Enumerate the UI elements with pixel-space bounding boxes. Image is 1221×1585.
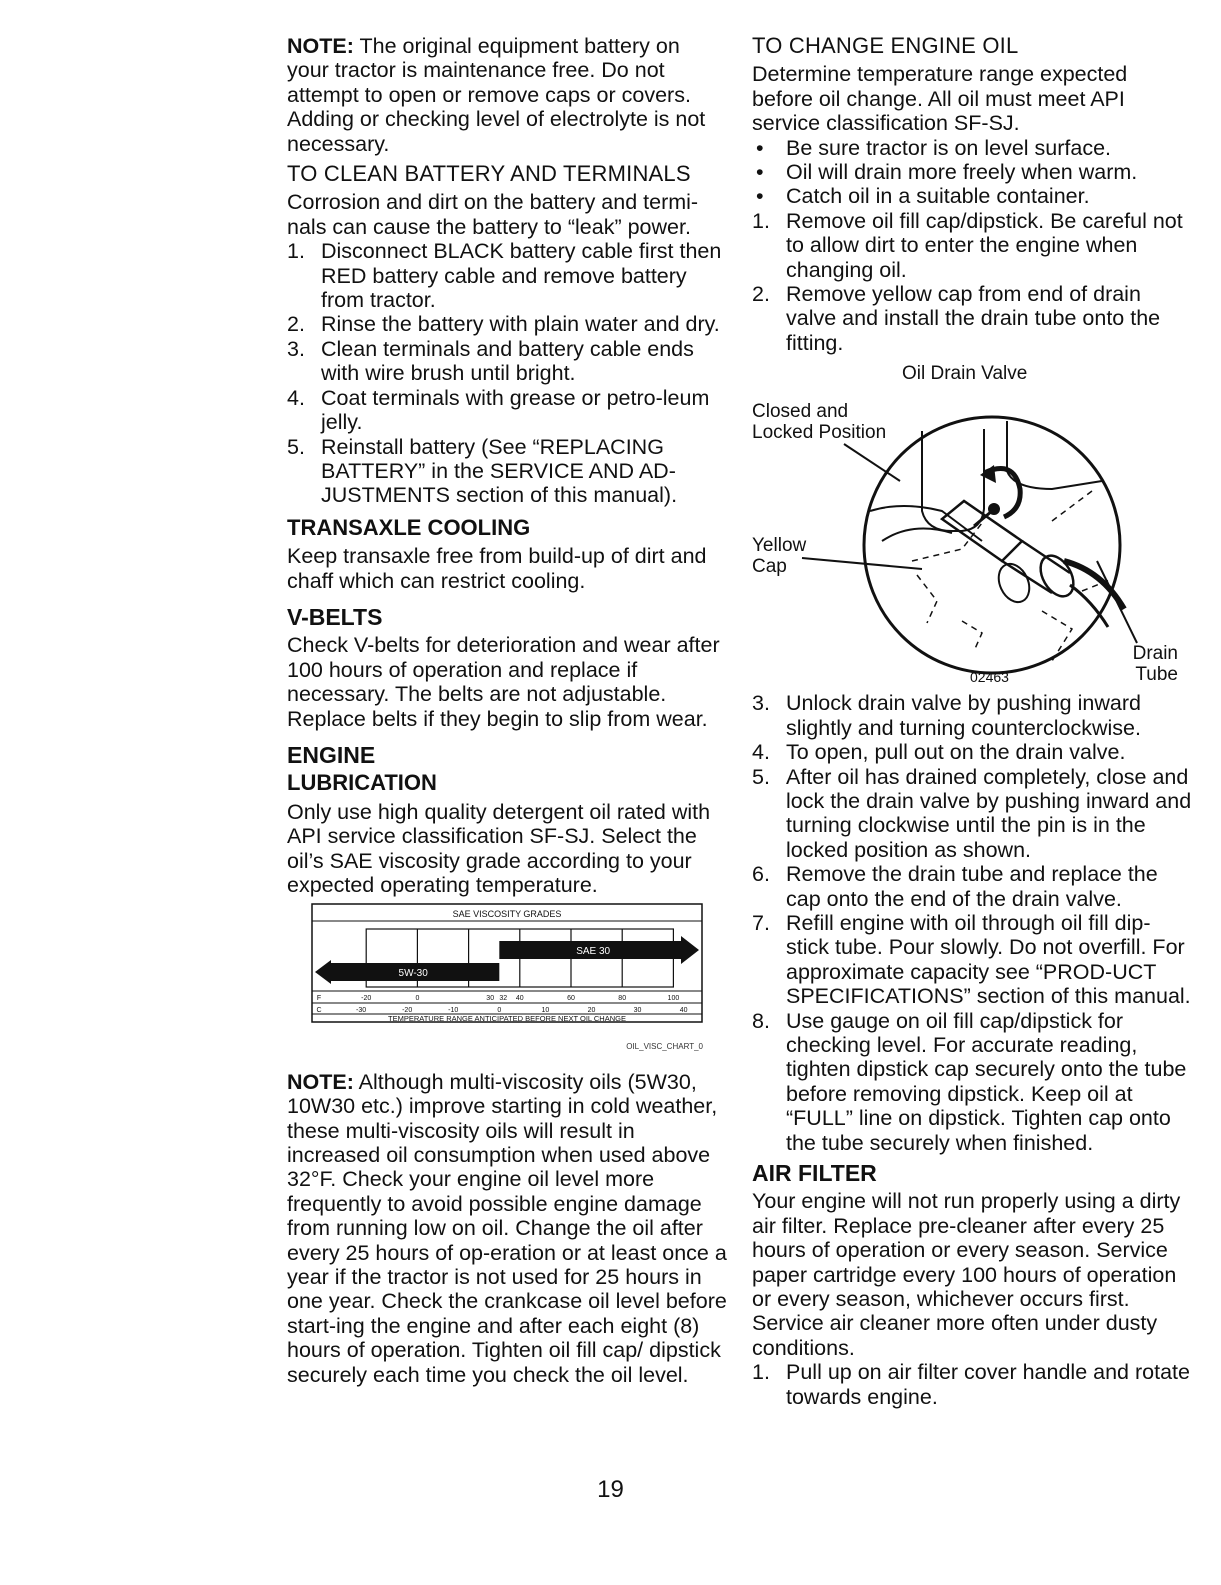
- f-tick-label: 30: [486, 995, 495, 1003]
- step-text: Reinstall battery (See “REPLACING BATTERY” in the SERVICE AND AD-JUSTMENTS section of this manual).: [321, 434, 678, 508]
- bullet-icon: •: [756, 135, 764, 160]
- step-text: Unlock drain valve by pushing inward slightly and turning counterclockwise.: [786, 691, 1141, 740]
- step-number: 5.: [752, 764, 770, 789]
- bullet-item: [752, 184, 1192, 208]
- viscosity-chart: [311, 903, 703, 1059]
- f-tick-label: 60: [567, 995, 575, 1003]
- c-unit-label: C: [316, 1007, 322, 1015]
- c-tick-label: -20: [402, 1007, 413, 1015]
- multi-viscosity-note: [287, 1070, 727, 1387]
- step-item: [752, 740, 1192, 764]
- yellow-cap-label: Yellow Cap: [752, 535, 807, 578]
- clean-battery-heading: TO CLEAN BATTERY AND TERMINALS: [287, 161, 691, 187]
- step-text: Rinse the battery with plain water and dry.: [321, 312, 720, 337]
- change-oil-steps-b: [752, 691, 1192, 1155]
- step-number: 3.: [287, 336, 305, 361]
- c-tick-label: 30: [633, 1007, 642, 1015]
- bullet-text: Be sure tractor is on level surface.: [786, 135, 1112, 160]
- step-item: [287, 239, 727, 312]
- note-label: NOTE:: [287, 34, 354, 58]
- change-oil-heading: TO CHANGE ENGINE OIL: [752, 33, 1019, 58]
- step-number: 2.: [287, 312, 305, 337]
- chart-code: OIL_VISC_CHART_0: [626, 1042, 703, 1052]
- step-item: [287, 337, 727, 386]
- c-tick-label: 0: [497, 1007, 502, 1015]
- note-text: Although multi-viscosity oils (5W30, 10W30 etc.) improve starting in cold weather, these multi-viscosity oils will result in increased oil consumption when used above 32°F. Check your engine oil level more frequently to avoid possible engine damage from running low on oil. Change the oil after every 25 hours of op-eration or at least once a year if the tractor is not used for 25 hours in one year. Check the crankcase oil level before start-ing the engine and after each eight (8) hours of operation. Tighten oil fill cap/ dipstick securely each time you check the oil level.: [287, 1069, 727, 1387]
- f-tick-label: 0: [415, 995, 420, 1003]
- step-number: 1.: [752, 208, 770, 233]
- diagram-title: Oil Drain Valve: [902, 363, 1028, 385]
- vbelts-heading: V-BELTS: [287, 603, 383, 630]
- step-item: [752, 862, 1192, 911]
- magnifier-circle: [864, 417, 1120, 673]
- leader-line-closed: [844, 444, 900, 481]
- page-number: 19: [597, 1476, 624, 1503]
- step-text: Remove oil fill cap/dipstick. Be careful not to allow dirt to enter the engine when changing oil.: [786, 208, 1183, 282]
- step-item: [752, 282, 1192, 355]
- step-number: 1.: [752, 1360, 770, 1385]
- f-tick-label: -20: [361, 995, 372, 1003]
- right-column: [752, 34, 1192, 1415]
- chart-title: SAE VISCOSITY GRADES: [452, 909, 562, 920]
- step-text: To open, pull out on the drain valve.: [786, 740, 1126, 765]
- bullet-icon: •: [756, 184, 764, 209]
- step-text: Refill engine with oil through oil fill dip-stick tube. Pour slowly. Do not overfill. For approximate capacity see “PROD-UCT SPECIFICATIONS” section of this manual.: [786, 910, 1191, 1009]
- left-column: [287, 34, 727, 1393]
- step-number: 4.: [752, 740, 770, 765]
- viscosity-chart-svg: [311, 903, 703, 1035]
- bullet-text: Catch oil in a suitable container.: [786, 184, 1090, 209]
- clean-battery-intro: Corrosion and dirt on the battery and termi-nals can cause the battery to “leak” power.: [287, 190, 699, 239]
- step-number: 6.: [752, 862, 770, 887]
- f-tick-label: 80: [618, 995, 627, 1003]
- step-item: [752, 1009, 1192, 1155]
- bullet-icon: •: [756, 160, 764, 185]
- c-tick-label: 20: [587, 1007, 596, 1015]
- engine-heading: ENGINE: [287, 741, 376, 768]
- closed-locked-label: Closed and Locked Position: [752, 401, 887, 444]
- f-tick-label: 32: [499, 995, 508, 1003]
- bar-label-5w30: 5W-30: [398, 968, 428, 980]
- step-text: Pull up on air filter cover handle and rotate towards engine.: [786, 1360, 1190, 1409]
- leader-line-yellow: [802, 558, 922, 569]
- air-filter-steps: [752, 1360, 1192, 1409]
- step-item: [752, 1360, 1192, 1409]
- step-item: [287, 386, 727, 435]
- air-filter-p1: Your engine will not run properly using a dirty air filter. Replace pre-cleaner after every 25 hours of operation or every season. Service paper cartridge every 100 hours of operation or every season, whichever occurs first.: [752, 1189, 1181, 1312]
- chart-xlabel: TEMPERATURE RANGE ANTICIPATED BEFORE NEXT OIL CHANGE: [388, 1014, 626, 1024]
- c-tick-label: -10: [448, 1007, 459, 1015]
- step-number: 3.: [752, 691, 770, 716]
- step-number: 5.: [287, 434, 305, 459]
- air-filter-heading: AIR FILTER: [752, 1160, 877, 1186]
- note-text: The original equipment battery on your tractor is maintenance free. Do not attempt to open or remove caps or covers. Adding or checking level of electrolyte is not necessary.: [287, 34, 706, 156]
- f-tick-label: 100: [667, 995, 680, 1003]
- transaxle-heading: TRANSAXLE COOLING: [287, 514, 531, 540]
- bullet-text: Oil will drain more freely when warm.: [786, 160, 1138, 185]
- step-item: [287, 435, 727, 508]
- note-label: NOTE:: [287, 1069, 354, 1094]
- c-tick-label: 10: [541, 1007, 550, 1015]
- valve-illustration: [752, 361, 1182, 691]
- air-filter-p2: Service air cleaner more often under dusty conditions.: [752, 1311, 1158, 1360]
- lubrication-text: Only use high quality detergent oil rated with API service classification SF-SJ. Select the oil’s SAE viscosity grade according to your expected operating temperature.: [287, 799, 711, 897]
- bullet-item: [752, 136, 1192, 160]
- c-tick-label: 40: [679, 1007, 688, 1015]
- f-tick-label: 40: [515, 995, 524, 1003]
- step-number: 4.: [287, 385, 305, 410]
- vbelts-text: Check V-belts for deterioration and wear after 100 hours of operation and replace if necessary. The belts are not adjustable. Replace belts if they begin to slip from wear.: [287, 633, 720, 731]
- step-item: [752, 911, 1192, 1009]
- oil-drain-valve-diagram: [752, 361, 1182, 691]
- bar-label-sae30: SAE 30: [576, 946, 611, 958]
- step-number: 8.: [752, 1008, 770, 1033]
- change-oil-intro: Determine temperature range expected before oil change. All oil must meet API service classification SF-SJ.: [752, 62, 1128, 136]
- transaxle-text: Keep transaxle free from build-up of dirt and chaff which can restrict cooling.: [287, 544, 707, 593]
- change-oil-bullets: [752, 136, 1192, 209]
- step-text: Clean terminals and battery cable ends with wire brush until bright.: [321, 336, 694, 386]
- step-number: 7.: [752, 910, 770, 935]
- change-oil-steps-a: [752, 209, 1192, 355]
- c-tick-label: -30: [356, 1007, 367, 1015]
- step-item: [752, 765, 1192, 863]
- f-unit-label: F: [316, 995, 322, 1003]
- step-text: Coat terminals with grease or petro-leum jelly.: [321, 385, 710, 435]
- bullet-item: [752, 160, 1192, 184]
- step-item: [287, 312, 727, 336]
- clean-battery-steps: [287, 239, 727, 507]
- step-number: 2.: [752, 282, 770, 307]
- step-text: Remove the drain tube and replace the cap onto the end of the drain valve.: [786, 862, 1158, 911]
- step-text: Disconnect BLACK battery cable first then RED battery cable and remove battery from tractor.: [321, 239, 722, 313]
- drain-tube-label: Drain Tube: [1132, 643, 1178, 686]
- step-item: [752, 691, 1192, 740]
- lubrication-heading: LUBRICATION: [287, 770, 437, 796]
- battery-note: [287, 34, 727, 156]
- step-item: [752, 209, 1192, 282]
- step-text: Remove yellow cap from end of drain valve and install the drain tube onto the fitting.: [786, 282, 1161, 355]
- step-text: Use gauge on oil fill cap/dipstick for checking level. For accurate reading, tighten dipstick cap securely onto the tube before removing dipstick. Keep oil at “FULL” line on dipstick. Tighten cap onto the tube securely when finished.: [786, 1008, 1187, 1155]
- step-number: 1.: [287, 239, 305, 264]
- part-number: 02463: [970, 669, 1009, 686]
- step-text: After oil has drained completely, close and lock the drain valve by pushing inward and turning clockwise until the pin is in the locked position as shown.: [786, 764, 1192, 862]
